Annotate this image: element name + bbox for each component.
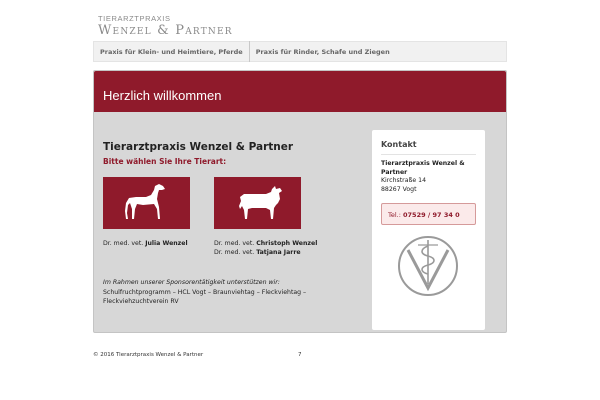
top-navigation [93,41,507,62]
contact-street: Kirchstraße 14 [381,177,427,184]
footer-number: 7 [298,352,302,358]
logo-line-1: TIERARZTPRAXIS [98,14,171,23]
veterinary-logo-icon [396,234,460,298]
contact-title: Kontakt [381,140,417,149]
nav-item-rinder[interactable]: Praxis für Rinder, Schafe und Ziegen [255,47,390,56]
phone-label: Tel.: [388,211,401,219]
contact-name: Tierarztpraxis Wenzel & Partner [381,160,465,176]
dog-icon [103,177,190,229]
contact-sidebar [372,130,485,330]
footer-copyright: © 2016 Tierarztpraxis Wenzel & Partner [93,352,204,358]
sponsor-intro: Im Rahmen unserer Sponsorentätigkeit unterstützen wir: [103,279,280,286]
logo-line-2: Wenzel & Partner [98,23,233,38]
dog-tile-link[interactable] [103,177,190,229]
nav-item-kleintiere[interactable]: Praxis für Klein- und Heimtiere, Pferde [100,47,243,56]
contact-city: 88267 Vogt [381,186,417,193]
contact-divider [381,154,476,155]
cow-icon [214,177,301,229]
banner-title: Herzlich willkommen [103,88,222,103]
vet-christoph-wenzel: Dr. med. vet. Christoph Wenzel [214,240,318,247]
welcome-banner [94,71,506,112]
vet-tatjana-jarre: Dr. med. vet. Tatjana Jarre [214,249,301,256]
animal-prompt: Bitte wählen Sie Ihre Tierart: [103,157,227,166]
main-panel [93,70,507,333]
page-title: Tierarztpraxis Wenzel & Partner [103,141,294,153]
phone-box [381,203,476,225]
vet-julia-wenzel: Dr. med. vet. Julia Wenzel [103,240,188,247]
sponsor-list: Schulfruchtprogramm – HCL Vogt – Braunviehtag – Fleckviehtag – Fleckviehzuchtverein RV [103,289,307,305]
cow-tile-link[interactable] [214,177,301,229]
site-logo[interactable] [98,15,233,39]
phone-number[interactable]: 07529 / 97 34 0 [403,211,460,219]
